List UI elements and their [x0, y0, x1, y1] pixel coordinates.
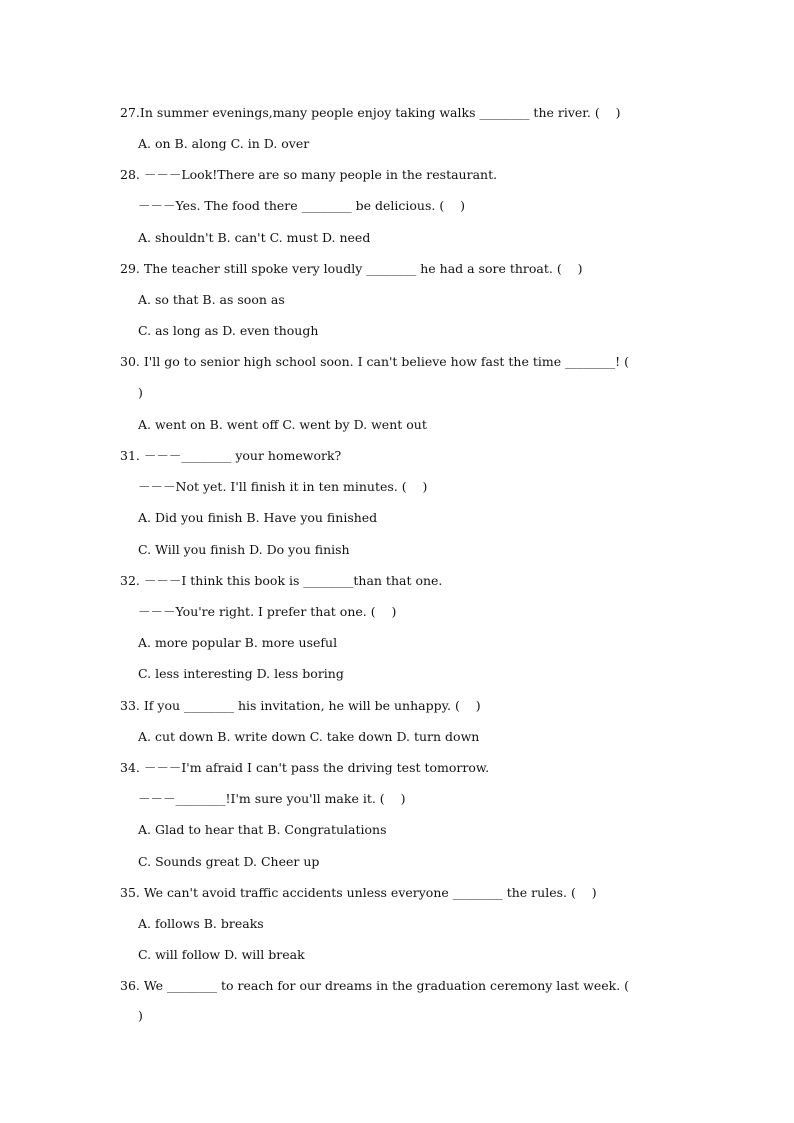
question-35-options-cd: C. will follow D. will break [138, 947, 305, 962]
question-32-stem: 32. －－－I think this book is ________than that one. [120, 573, 443, 588]
question-35-options-ab: A. follows B. breaks [138, 916, 264, 931]
question-30-stem-continued: ) [138, 385, 143, 400]
question-31-reply: －－－Not yet. I'll finish it in ten minutes. ( ) [138, 479, 428, 494]
question-29-options-cd: C. as long as D. even though [138, 323, 319, 338]
question-27-options: A. on B. along C. in D. over [138, 136, 310, 151]
question-28-stem: 28. －－－Look!There are so many people in the restaurant. [120, 167, 498, 182]
question-32-options-ab: A. more popular B. more useful [138, 635, 338, 650]
question-34-options-cd: C. Sounds great D. Cheer up [138, 854, 320, 869]
question-31-options-cd: C. Will you finish D. Do you finish [138, 542, 350, 557]
question-31-stem: 31. －－－________ your homework? [120, 448, 342, 463]
question-30-stem: 30. I'll go to senior high school soon. I can't believe how fast the time ________! ( [120, 354, 629, 369]
question-34-options-ab: A. Glad to hear that B. Congratulations [138, 822, 387, 837]
question-29-options-ab: A. so that B. as soon as [138, 292, 285, 307]
question-32-reply: －－－You're right. I prefer that one. ( ) [138, 604, 397, 619]
question-33-stem: 33. If you ________ his invitation, he will be unhappy. ( ) [120, 698, 481, 713]
question-31-options-ab: A. Did you finish B. Have you finished [138, 510, 378, 525]
question-30-options: A. went on B. went off C. went by D. went out [138, 417, 427, 432]
question-28-reply: －－－Yes. The food there ________ be delicious. ( ) [138, 198, 465, 213]
question-32-options-cd: C. less interesting D. less boring [138, 666, 344, 681]
question-33-options: A. cut down B. write down C. take down D. turn down [138, 729, 480, 744]
question-36-stem-continued: ) [138, 1008, 143, 1023]
question-29-stem: 29. The teacher still spoke very loudly ________ he had a sore throat. ( ) [120, 261, 583, 276]
question-35-stem: 35. We can't avoid traffic accidents unless everyone ________ the rules. ( ) [120, 885, 597, 900]
question-28-options: A. shouldn't B. can't C. must D. need [138, 230, 371, 245]
question-34-stem: 34. －－－I'm afraid I can't pass the driving test tomorrow. [120, 760, 490, 775]
question-36-stem: 36. We ________ to reach for our dreams in the graduation ceremony last week. ( [120, 978, 630, 993]
question-34-reply: －－－________!I'm sure you'll make it. ( ) [138, 791, 406, 806]
question-27-stem: 27.In summer evenings,many people enjoy taking walks ________ the river. ( ) [120, 105, 621, 120]
